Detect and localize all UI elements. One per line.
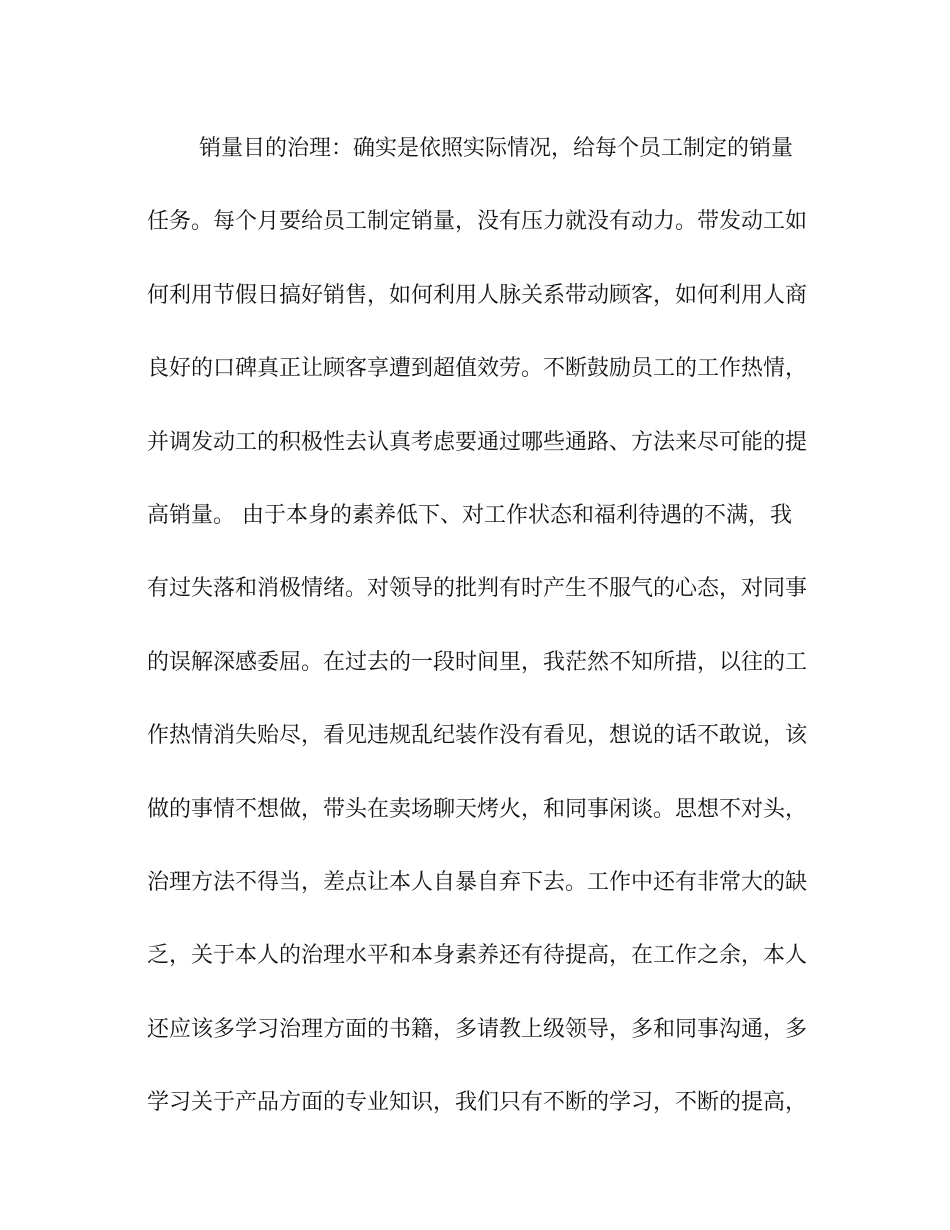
text-line-12: 乏，关于本人的治理水平和本身素养还有待提高，在工作之余，本人 [147,943,808,969]
text-line-2: 任务。每个月要给员工制定销量，没有压力就没有动力。带发动工如 [147,209,808,235]
text-line-6: 高销量。 由于本身的素养低下、对工作状态和福利待遇的不满，我 [147,502,792,528]
text-line-9: 作热情消失贻尽，看见违规乱纪装作没有看见，想说的话不敢说，该 [147,723,808,749]
body-paragraph [147,112,808,1139]
text-line-11: 治理方法不得当，差点让本人自暴自弃下去。工作中还有非常大的缺 [147,869,808,895]
text-line-10: 做的事情不想做，带头在卖场聊天烤火，和同事闲谈。思想不对头， [147,796,808,822]
text-line-5: 并调发动工的积极性去认真考虑要通过哪些通路、方法来尽可能的提 [147,429,808,455]
text-line-13: 还应该多学习治理方面的书籍，多请教上级领导，多和同事沟通，多 [147,1016,808,1042]
text-line-7: 有过失落和消极情绪。对领导的批判有时产生不服气的心态，对同事 [147,576,808,602]
text-line-3: 何利用节假日搞好销售，如何利用人脉关系带动顾客，如何利用人商 [147,282,808,308]
text-line-4: 良好的口碑真正让顾客享遭到超值效劳。不断鼓励员工的工作热情， [147,356,808,382]
text-line-1: 销量目的治理：确实是依照实际情况，给每个员工制定的销量 [199,136,794,161]
text-line-14: 学习关于产品方面的专业知识，我们只有不断的学习，不断的提高， [147,1090,808,1116]
text-line-8: 的误解深感委屈。在过去的一段时间里，我茫然不知所措，以往的工 [147,649,808,675]
